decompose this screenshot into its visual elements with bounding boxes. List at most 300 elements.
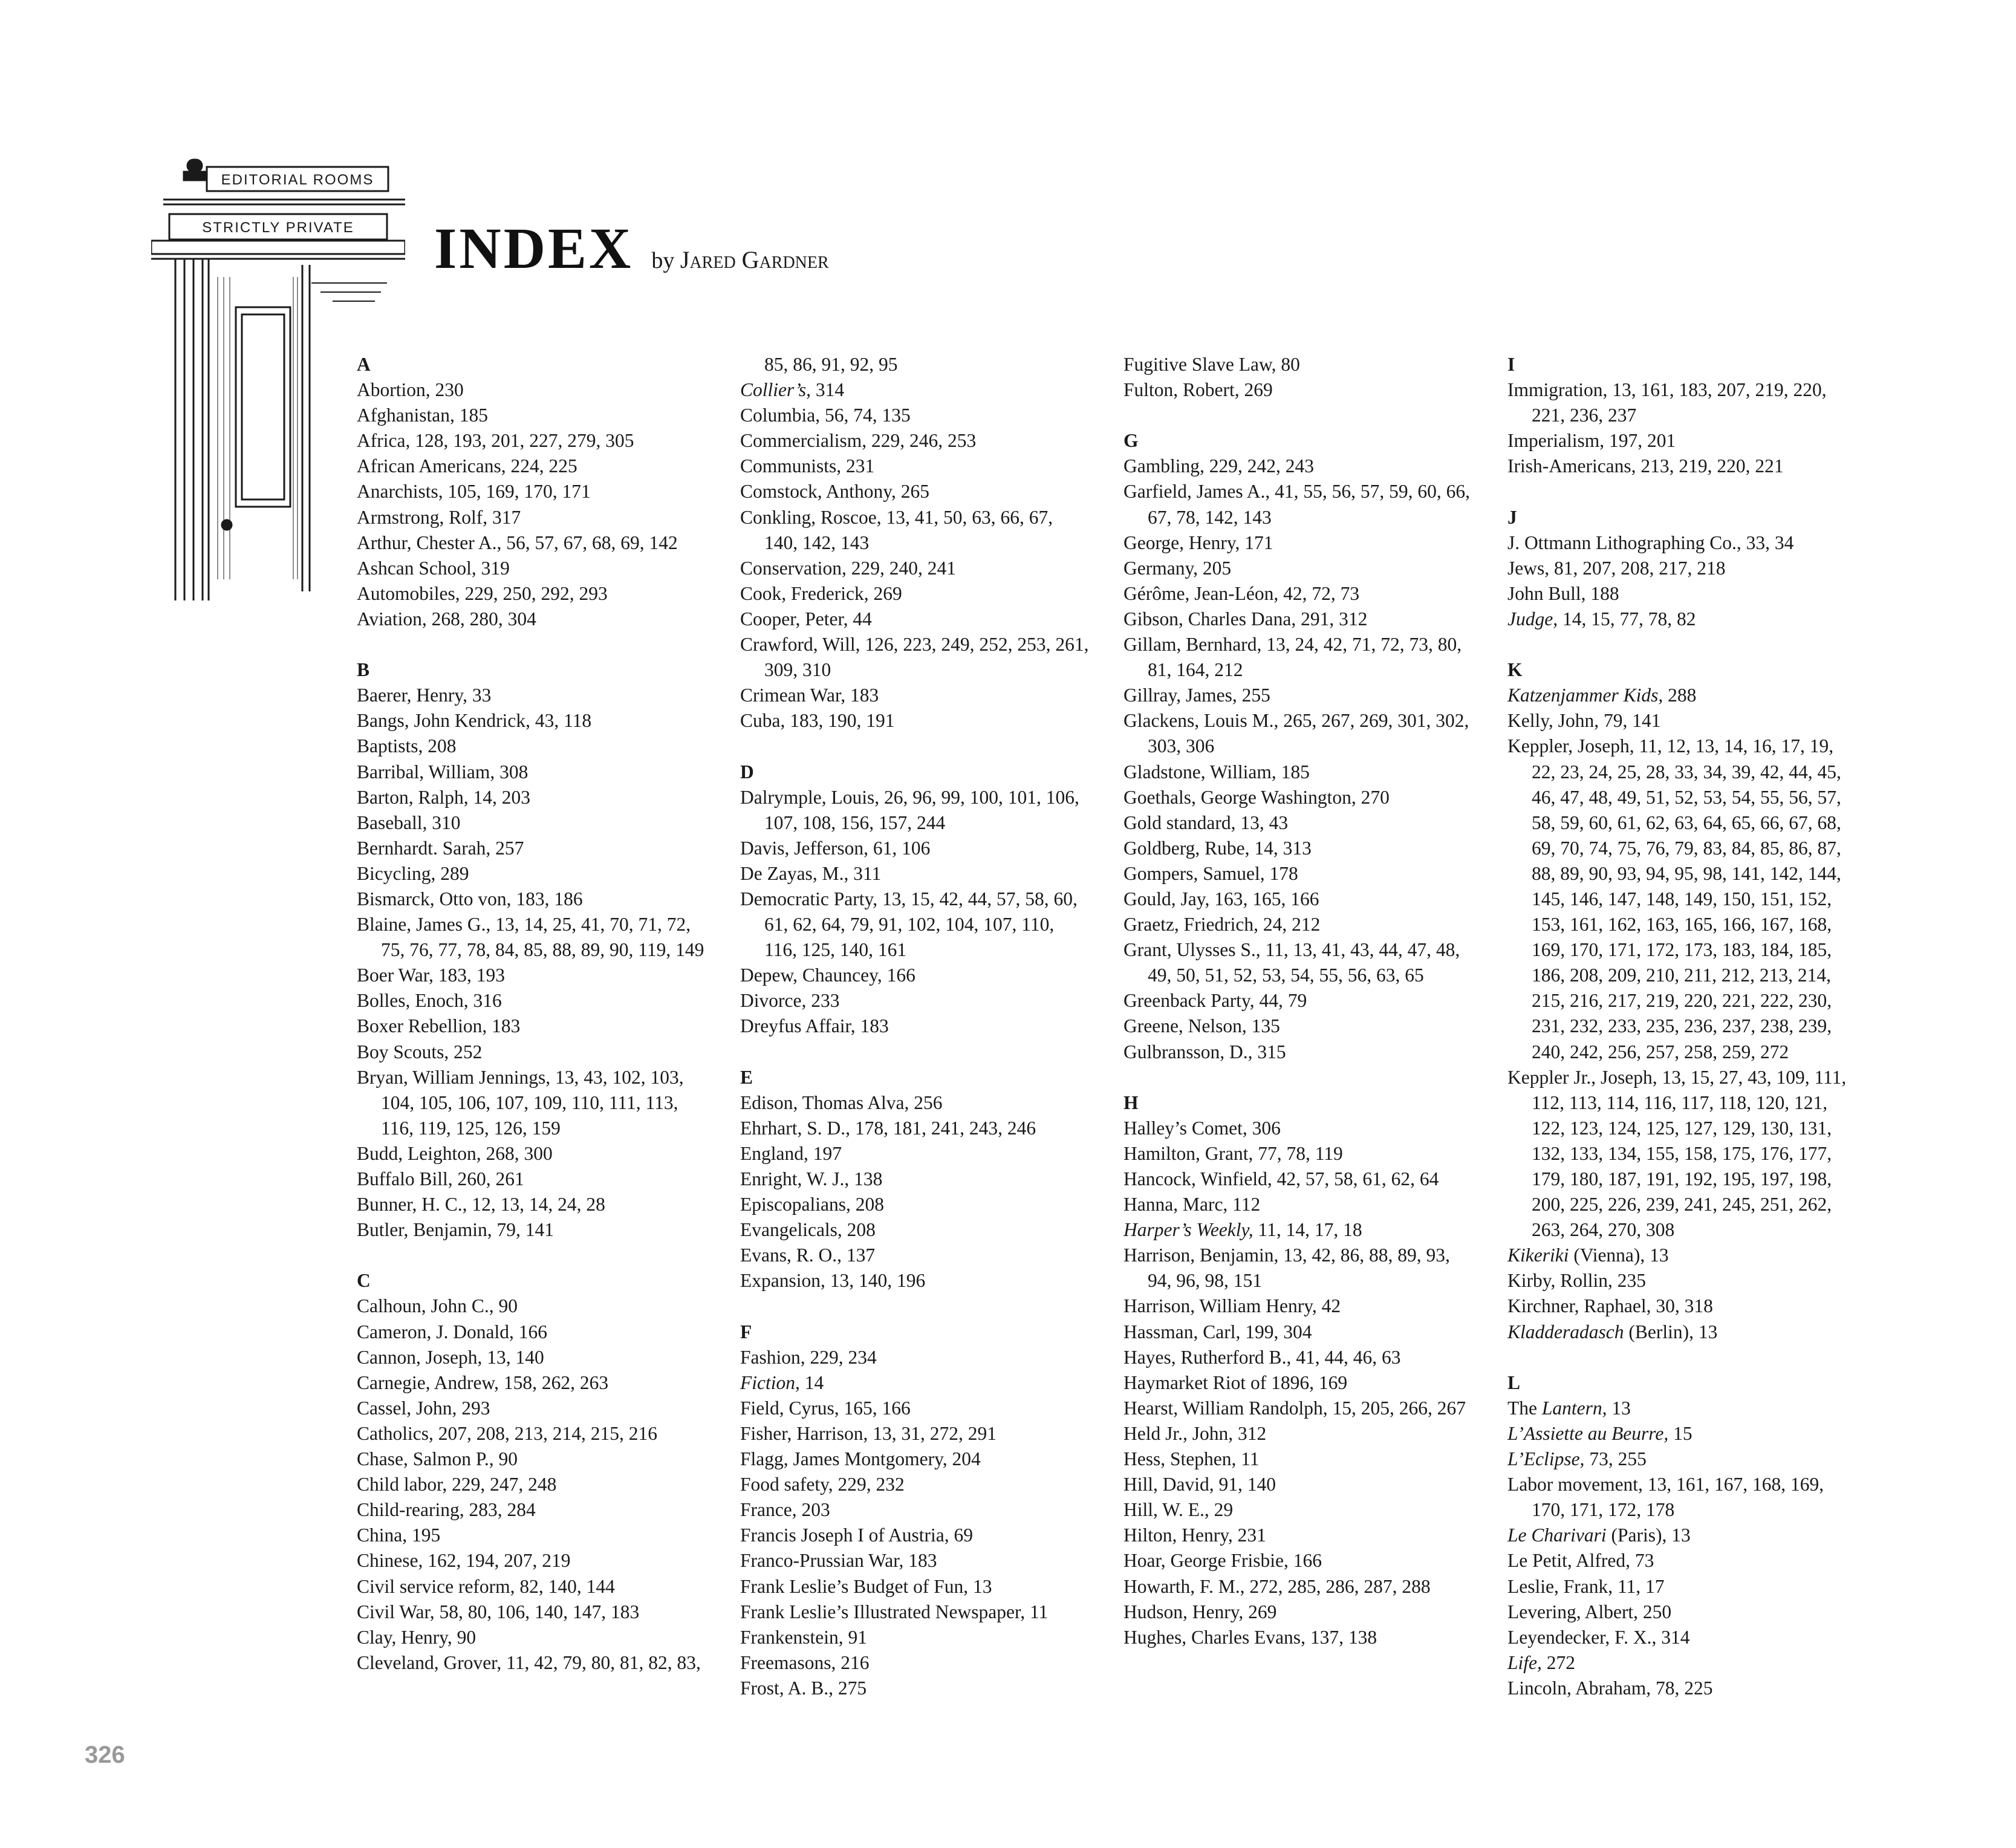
index-entry bbox=[1507, 1243, 1858, 1268]
index-entry bbox=[740, 1345, 1091, 1370]
entry-text: Bicycling, 289 bbox=[357, 862, 469, 884]
section-gap bbox=[1123, 1065, 1474, 1090]
index-entry bbox=[357, 377, 707, 403]
index-entry bbox=[357, 530, 707, 556]
entry-text: Levering, Albert, 250 bbox=[1507, 1601, 1672, 1622]
index-entry bbox=[740, 556, 1091, 581]
index-entry bbox=[1123, 530, 1474, 556]
entry-text: Gulbransson, D., 315 bbox=[1123, 1041, 1286, 1062]
entry-prefix: The bbox=[1507, 1397, 1542, 1419]
entry-text: Child labor, 229, 247, 248 bbox=[357, 1474, 557, 1495]
index-entry bbox=[1507, 1574, 1858, 1599]
index-entry bbox=[357, 581, 707, 607]
entry-text: Cuba, 183, 190, 191 bbox=[740, 710, 895, 732]
entry-text: Labor movement, 13, 161, 167, 168, 169, 170, 171, 172, 178 bbox=[1507, 1474, 1824, 1521]
entry-text: (Paris), 13 bbox=[1606, 1524, 1691, 1546]
entry-text: Freemasons, 216 bbox=[740, 1651, 870, 1673]
entry-text: 85, 86, 91, 92, 95 bbox=[764, 354, 898, 375]
entry-text: Automobiles, 229, 250, 292, 293 bbox=[357, 582, 608, 604]
entry-text: Chase, Salmon P., 90 bbox=[357, 1448, 518, 1470]
index-column-4 bbox=[1507, 352, 1858, 1701]
index-entry bbox=[357, 760, 707, 785]
entry-text: Harrison, Benjamin, 13, 42, 86, 88, 89, 93, 94, 96, 98, 151 bbox=[1123, 1244, 1450, 1292]
index-entry bbox=[740, 1421, 1091, 1446]
index-entry bbox=[1123, 1574, 1474, 1599]
entry-text: Catholics, 207, 208, 213, 214, 215, 216 bbox=[357, 1422, 657, 1444]
entry-text: J. Ottmann Lithographing Co., 33, 34 bbox=[1507, 532, 1794, 553]
section-letter: G bbox=[1123, 430, 1139, 452]
index-entry bbox=[740, 632, 1091, 683]
index-entry bbox=[357, 1345, 707, 1370]
page-title bbox=[434, 215, 829, 282]
entry-text: Glackens, Louis M., 265, 267, 269, 301, 302, 303, 306 bbox=[1123, 710, 1469, 757]
entry-title: L’Eclipse, bbox=[1507, 1448, 1585, 1470]
index-entry bbox=[740, 428, 1091, 454]
section-gap bbox=[1507, 1345, 1858, 1370]
sign-editorial-rooms: EDITORIAL ROOMS bbox=[221, 172, 374, 188]
index-entry bbox=[740, 1370, 1091, 1396]
section-gap bbox=[740, 734, 1091, 759]
index-entry bbox=[1123, 1192, 1474, 1217]
index-entry bbox=[1123, 1421, 1474, 1446]
entry-text: Democratic Party, 13, 15, 42, 44, 57, 58, 60, 61, 62, 64, 79, 91, 102, 104, 107, 110, 116, 125, 140, 161 bbox=[740, 888, 1078, 961]
index-entry bbox=[357, 1599, 707, 1625]
entry-text: Keppler Jr., Joseph, 13, 15, 27, 43, 109, 111, 112, 113, 114, 116, 117, 118, 120, 121, 122, 123, 124, 125, 127, 129, 130, 131, 132, 133, 134, 155, 158, 175, 176, 177, 179, 180, 187, 191, 192, 195, 197, 198, 200, 225, 226, 239, 241, 245, 251, 262, 263, 264, 270, 308 bbox=[1507, 1066, 1847, 1241]
entry-text: Anarchists, 105, 169, 170, 171 bbox=[357, 481, 591, 503]
section-letter: C bbox=[357, 1270, 371, 1292]
entry-text: Bryan, William Jennings, 13, 43, 102, 103, 104, 105, 106, 107, 109, 110, 111, 113, 116, 119, 125, 126, 159 bbox=[357, 1066, 684, 1139]
entry-text: Bernhardt. Sarah, 257 bbox=[357, 837, 524, 859]
section-letter: H bbox=[1123, 1092, 1139, 1113]
entry-text: Hill, W. E., 29 bbox=[1123, 1499, 1234, 1521]
entry-text: Gillam, Bernhard, 13, 24, 42, 71, 72, 73, 80, 81, 164, 212 bbox=[1123, 634, 1462, 681]
index-entry bbox=[1123, 1293, 1474, 1319]
index-entry bbox=[740, 1446, 1091, 1472]
entry-text: Bismarck, Otto von, 183, 186 bbox=[357, 888, 583, 909]
index-entry bbox=[740, 1523, 1091, 1548]
section-gap bbox=[1123, 403, 1474, 428]
entry-text: Howarth, F. M., 272, 285, 286, 287, 288 bbox=[1123, 1575, 1431, 1597]
entry-text: De Zayas, M., 311 bbox=[740, 862, 882, 884]
entry-text: Hayes, Rutherford B., 41, 44, 46, 63 bbox=[1123, 1346, 1401, 1368]
entry-text: Fugitive Slave Law, 80 bbox=[1123, 354, 1300, 375]
index-entry bbox=[740, 988, 1091, 1013]
entry-text: Garfield, James A., 41, 55, 56, 57, 59, 60, 66, 67, 78, 142, 143 bbox=[1123, 481, 1471, 528]
index-entry bbox=[357, 607, 707, 632]
index-entry bbox=[357, 505, 707, 530]
section-letter: I bbox=[1507, 354, 1515, 375]
index-entry bbox=[357, 708, 707, 734]
index-entry bbox=[1507, 428, 1858, 454]
index-entry bbox=[740, 836, 1091, 861]
entry-text: Budd, Leighton, 268, 300 bbox=[357, 1142, 553, 1164]
index-entry bbox=[1123, 810, 1474, 836]
section-letter: A bbox=[357, 354, 371, 375]
entry-text: Cook, Frederick, 269 bbox=[740, 582, 902, 604]
entry-text: Cooper, Peter, 44 bbox=[740, 608, 872, 630]
entry-text: Child-rearing, 283, 284 bbox=[357, 1499, 536, 1521]
entry-text: Hudson, Henry, 269 bbox=[1123, 1601, 1277, 1622]
index-entry bbox=[1123, 1523, 1474, 1548]
index-entry bbox=[1123, 556, 1474, 581]
index-entry bbox=[357, 1421, 707, 1446]
index-entry bbox=[1123, 1345, 1474, 1370]
entry-text: China, 195 bbox=[357, 1524, 441, 1546]
entry-text: Fulton, Robert, 269 bbox=[1123, 379, 1273, 401]
entry-text: Chinese, 162, 194, 207, 219 bbox=[357, 1550, 571, 1572]
entry-text: Dalrymple, Louis, 26, 96, 99, 100, 101, 106, 107, 108, 156, 157, 244 bbox=[740, 786, 1079, 833]
entry-text: Gambling, 229, 242, 243 bbox=[1123, 455, 1314, 477]
index-entry bbox=[357, 785, 707, 810]
index-entry bbox=[357, 734, 707, 759]
entry-text: Grant, Ulysses S., 11, 13, 41, 43, 44, 47, 48, 49, 50, 51, 52, 53, 54, 55, 56, 63, 65 bbox=[1123, 939, 1460, 986]
index-entry bbox=[357, 1370, 707, 1396]
index-entry bbox=[357, 1141, 707, 1166]
entry-title: Harper’s Weekly, bbox=[1123, 1219, 1253, 1241]
entry-text: Keppler, Joseph, 11, 12, 13, 14, 16, 17, 19, 22, 23, 24, 25, 28, 33, 34, 39, 42, 44, 45, 46, 47, 48, 49, 51, 52, 53, 54, 55, 56, 57, 58, 59, 60, 61, 62, 63, 64, 65, 66, 67, 68, 69, 70, 74, 75, 76, 79, 83, 84, 85, 86, 87, 88, 89, 90, 93, 94, 95, 98, 141, 142, 144, 145, 146, 147, 148, 149, 150, 151, 152, 153, 161, 162, 163, 165, 166, 167, 168, 169, 170, 171, 172, 173, 183, 184, 185, 186, 208, 209, 210, 211, 212, 213, 214, 215, 216, 217, 219, 220, 221, 222, 230, 231, 232, 233, 235, 236, 237, 238, 239, 240, 242, 256, 257, 258, 259, 272 bbox=[1507, 735, 1841, 1062]
entry-text: Gibson, Charles Dana, 291, 312 bbox=[1123, 608, 1368, 630]
index-entry bbox=[1507, 708, 1858, 734]
entry-text: Communists, 231 bbox=[740, 455, 875, 477]
index-entry bbox=[1123, 1013, 1474, 1039]
index-entry bbox=[1123, 1319, 1474, 1345]
entry-text: Frank Leslie’s Illustrated Newspaper, 11 bbox=[740, 1601, 1049, 1622]
entry-text: Jews, 81, 207, 208, 217, 218 bbox=[1507, 557, 1726, 579]
entry-text: Greene, Nelson, 135 bbox=[1123, 1015, 1280, 1037]
entry-title: Fiction, bbox=[740, 1371, 800, 1393]
index-entry bbox=[1507, 1319, 1858, 1345]
entry-text: 73, 255 bbox=[1584, 1448, 1647, 1470]
entry-text: African Americans, 224, 225 bbox=[357, 455, 577, 477]
entry-text: Armstrong, Rolf, 317 bbox=[357, 506, 521, 528]
entry-text: Fashion, 229, 234 bbox=[740, 1346, 877, 1368]
entry-text: Civil War, 58, 80, 106, 140, 147, 183 bbox=[357, 1601, 640, 1622]
index-column-1 bbox=[357, 352, 707, 1676]
index-entry bbox=[357, 479, 707, 504]
index-entry bbox=[740, 1497, 1091, 1523]
index-entry bbox=[357, 836, 707, 861]
section-gap bbox=[1507, 632, 1858, 657]
entry-text: Imperialism, 197, 201 bbox=[1507, 430, 1676, 452]
entry-text: George, Henry, 171 bbox=[1123, 532, 1273, 553]
entry-text: 288 bbox=[1663, 685, 1697, 706]
index-entry bbox=[1123, 683, 1474, 708]
author-name: Jared Gardner bbox=[680, 246, 829, 273]
entry-text: Edison, Thomas Alva, 256 bbox=[740, 1092, 943, 1113]
entry-text: Bangs, John Kendrick, 43, 118 bbox=[357, 710, 592, 732]
index-entry bbox=[740, 1472, 1091, 1497]
index-entry bbox=[357, 403, 707, 428]
index-entry bbox=[1507, 734, 1858, 1064]
entry-text: Carnegie, Andrew, 158, 262, 263 bbox=[357, 1371, 609, 1393]
index-entry bbox=[357, 1217, 707, 1243]
index-entry bbox=[1123, 988, 1474, 1013]
entry-text: Clay, Henry, 90 bbox=[357, 1626, 476, 1648]
entry-text: Columbia, 56, 74, 135 bbox=[740, 405, 911, 426]
index-entry bbox=[1507, 683, 1858, 708]
entry-text: Evangelicals, 208 bbox=[740, 1219, 876, 1241]
entry-text: Germany, 205 bbox=[1123, 557, 1232, 579]
index-entry bbox=[1123, 937, 1474, 988]
entry-title: L’Assiette au Beurre, bbox=[1507, 1422, 1669, 1444]
index-entry bbox=[357, 963, 707, 988]
entry-text: Comstock, Anthony, 265 bbox=[740, 481, 929, 503]
section-letter: E bbox=[740, 1066, 753, 1088]
index-entry bbox=[357, 1293, 707, 1319]
entry-text: Aviation, 268, 280, 304 bbox=[357, 608, 536, 630]
entry-text: Commercialism, 229, 246, 253 bbox=[740, 430, 977, 452]
section-gap bbox=[357, 1243, 707, 1268]
entry-text: Cleveland, Grover, 11, 42, 79, 80, 81, 82, 83, bbox=[357, 1651, 701, 1673]
entry-text: Field, Cyrus, 165, 166 bbox=[740, 1397, 911, 1419]
index-entry bbox=[1123, 377, 1474, 403]
entry-text: Flagg, James Montgomery, 204 bbox=[740, 1448, 981, 1470]
index-entry bbox=[740, 785, 1091, 836]
entry-title: Collier’s, bbox=[740, 379, 811, 401]
index-heading: INDEX bbox=[434, 216, 634, 281]
entry-text: Fisher, Harrison, 13, 31, 272, 291 bbox=[740, 1422, 997, 1444]
entry-text: Baptists, 208 bbox=[357, 735, 457, 757]
index-entry bbox=[1507, 377, 1858, 428]
entry-title: Kikeriki bbox=[1507, 1244, 1569, 1266]
index-entry bbox=[357, 683, 707, 708]
index-entry bbox=[740, 1192, 1091, 1217]
index-entry bbox=[1123, 1396, 1474, 1421]
index-entry bbox=[357, 912, 707, 963]
entry-text: Cameron, J. Donald, 166 bbox=[357, 1321, 547, 1342]
index-entry bbox=[1123, 912, 1474, 937]
index-entry bbox=[1507, 1625, 1858, 1650]
index-entry bbox=[357, 988, 707, 1013]
section-letter: F bbox=[740, 1321, 752, 1342]
index-entry bbox=[357, 428, 707, 454]
index-entry bbox=[740, 1116, 1091, 1141]
entry-text: Hughes, Charles Evans, 137, 138 bbox=[1123, 1626, 1377, 1648]
entry-text: Boy Scouts, 252 bbox=[357, 1041, 483, 1062]
entry-text: Ashcan School, 319 bbox=[357, 557, 510, 579]
entry-text: Frank Leslie’s Budget of Fun, 13 bbox=[740, 1575, 992, 1597]
index-entry bbox=[1123, 479, 1474, 530]
index-entry bbox=[1123, 708, 1474, 759]
index-entry bbox=[740, 1599, 1091, 1625]
index-entry bbox=[1507, 1396, 1858, 1421]
entry-text: Crimean War, 183 bbox=[740, 685, 879, 706]
index-entry bbox=[1123, 1116, 1474, 1141]
section-gap bbox=[740, 1293, 1091, 1319]
index-entry bbox=[740, 377, 1091, 403]
index-entry bbox=[1507, 1446, 1858, 1472]
entry-text: Frankenstein, 91 bbox=[740, 1626, 867, 1648]
index-entry bbox=[1123, 861, 1474, 887]
entry-text: Leyendecker, F. X., 314 bbox=[1507, 1626, 1690, 1648]
index-entry bbox=[357, 887, 707, 912]
entry-text: Haymarket Riot of 1896, 169 bbox=[1123, 1371, 1348, 1393]
section-letter: K bbox=[1507, 659, 1523, 681]
entry-text: Gladstone, William, 185 bbox=[1123, 761, 1310, 782]
index-entry bbox=[357, 1396, 707, 1421]
index-entry bbox=[1123, 1548, 1474, 1573]
index-entry bbox=[357, 1625, 707, 1650]
section-letter: L bbox=[1507, 1371, 1521, 1393]
index-entry bbox=[1507, 556, 1858, 581]
entry-text: Hilton, Henry, 231 bbox=[1123, 1524, 1266, 1546]
entry-text: Afghanistan, 185 bbox=[357, 405, 488, 426]
index-entry bbox=[1123, 1472, 1474, 1497]
index-entry bbox=[740, 1676, 1091, 1701]
entry-text: (Berlin), 13 bbox=[1624, 1321, 1718, 1342]
entry-text: Cassel, John, 293 bbox=[357, 1397, 490, 1419]
entry-text: Hancock, Winfield, 42, 57, 58, 61, 62, 64 bbox=[1123, 1168, 1439, 1189]
section-gap bbox=[740, 1040, 1091, 1065]
index-entry bbox=[357, 1065, 707, 1141]
index-entry bbox=[357, 1472, 707, 1497]
index-column-3 bbox=[1123, 352, 1474, 1650]
index-entry bbox=[1507, 1650, 1858, 1676]
index-entry bbox=[1123, 1370, 1474, 1396]
index-column-2 bbox=[740, 352, 1091, 1701]
entry-text: Gold standard, 13, 43 bbox=[1123, 812, 1289, 833]
index-entry bbox=[357, 1650, 707, 1676]
index-entry bbox=[1123, 1141, 1474, 1166]
index-entry bbox=[1507, 454, 1858, 479]
index-entry bbox=[357, 861, 707, 887]
entry-text: Divorce, 233 bbox=[740, 990, 840, 1012]
entry-text: France, 203 bbox=[740, 1499, 830, 1521]
entry-text: Civil service reform, 82, 140, 144 bbox=[357, 1575, 615, 1597]
index-entry bbox=[740, 1574, 1091, 1599]
entry-text: Buffalo Bill, 260, 261 bbox=[357, 1168, 524, 1189]
index-entry bbox=[357, 810, 707, 836]
entry-text: Halley’s Comet, 306 bbox=[1123, 1117, 1281, 1139]
index-entry bbox=[1123, 1599, 1474, 1625]
entry-text: Lincoln, Abraham, 78, 225 bbox=[1507, 1677, 1713, 1699]
index-entry bbox=[1123, 887, 1474, 912]
index-entry bbox=[357, 1497, 707, 1523]
entry-text: 15 bbox=[1668, 1422, 1692, 1444]
entry-text: Ehrhart, S. D., 178, 181, 241, 243, 246 bbox=[740, 1117, 1036, 1139]
index-entry bbox=[1507, 1268, 1858, 1293]
index-entry bbox=[740, 1625, 1091, 1650]
entry-text: Hoar, George Frisbie, 166 bbox=[1123, 1550, 1322, 1572]
entry-text: Irish-Americans, 213, 219, 220, 221 bbox=[1507, 455, 1784, 477]
byline-by: by bbox=[651, 248, 675, 273]
entry-text: Frost, A. B., 275 bbox=[740, 1677, 867, 1699]
section-letter: D bbox=[740, 761, 754, 782]
entry-text: 14, 15, 77, 78, 82 bbox=[1558, 608, 1696, 630]
entry-title: Lantern, bbox=[1541, 1397, 1607, 1419]
entry-text: Franco-Prussian War, 183 bbox=[740, 1550, 937, 1572]
entry-text: Boer War, 183, 193 bbox=[357, 965, 505, 986]
entry-text: Immigration, 13, 161, 183, 207, 219, 220, 221, 236, 237 bbox=[1507, 379, 1827, 426]
entry-text: Bunner, H. C., 12, 13, 14, 24, 28 bbox=[357, 1194, 605, 1215]
index-entry bbox=[1123, 1217, 1474, 1243]
index-entry bbox=[1123, 1243, 1474, 1293]
index-entry bbox=[1507, 1421, 1858, 1446]
index-entry bbox=[740, 1243, 1091, 1268]
entry-text: Hanna, Marc, 112 bbox=[1123, 1194, 1261, 1215]
index-entry bbox=[1123, 836, 1474, 861]
index-entry bbox=[740, 963, 1091, 988]
entry-text: Gompers, Samuel, 178 bbox=[1123, 862, 1298, 884]
entry-text: 314 bbox=[811, 379, 845, 401]
index-entry bbox=[357, 556, 707, 581]
index-entry bbox=[740, 479, 1091, 504]
entry-text: Arthur, Chester A., 56, 57, 67, 68, 69, 142 bbox=[357, 532, 678, 553]
index-entry bbox=[1507, 607, 1858, 632]
page-number: 326 bbox=[85, 1742, 125, 1768]
index-entry bbox=[357, 1548, 707, 1573]
entry-title: Life, bbox=[1507, 1651, 1542, 1673]
entry-title: Judge, bbox=[1507, 608, 1558, 630]
index-entry bbox=[357, 1013, 707, 1039]
section-gap bbox=[357, 632, 707, 657]
index-entry bbox=[1123, 785, 1474, 810]
index-entry bbox=[1507, 530, 1858, 556]
index-entry bbox=[1507, 581, 1858, 607]
index-entry bbox=[740, 454, 1091, 479]
index-entry bbox=[357, 454, 707, 479]
entry-text: Boxer Rebellion, 183 bbox=[357, 1015, 521, 1037]
index-entry bbox=[1123, 454, 1474, 479]
index-entry bbox=[1507, 1472, 1858, 1523]
entry-text: Greenback Party, 44, 79 bbox=[1123, 990, 1307, 1012]
entry-text: Conservation, 229, 240, 241 bbox=[740, 557, 956, 579]
entry-text: 272 bbox=[1541, 1651, 1576, 1673]
index-entry bbox=[1123, 760, 1474, 785]
entry-text: Bolles, Enoch, 316 bbox=[357, 990, 502, 1012]
index-entry bbox=[1123, 581, 1474, 607]
entry-text: Gillray, James, 255 bbox=[1123, 685, 1270, 706]
index-entry bbox=[740, 683, 1091, 708]
index-entry bbox=[1123, 1625, 1474, 1650]
entry-text: 13 bbox=[1607, 1397, 1631, 1419]
entry-title: Kladderadasch bbox=[1507, 1321, 1624, 1342]
index-entry bbox=[1123, 1040, 1474, 1065]
entry-text: Gérôme, Jean-Léon, 42, 72, 73 bbox=[1123, 582, 1360, 604]
index-entry bbox=[1507, 1065, 1858, 1243]
index-entry bbox=[1507, 1548, 1858, 1573]
entry-text: Davis, Jefferson, 61, 106 bbox=[740, 837, 931, 859]
index-entry bbox=[740, 607, 1091, 632]
index-entry bbox=[740, 403, 1091, 428]
index-entry bbox=[740, 1090, 1091, 1116]
index-entry bbox=[740, 887, 1091, 963]
index-entry bbox=[1507, 1599, 1858, 1625]
entry-text: Baseball, 310 bbox=[357, 812, 461, 833]
entry-text: Gould, Jay, 163, 165, 166 bbox=[1123, 888, 1319, 909]
entry-text: Graetz, Friedrich, 24, 212 bbox=[1123, 914, 1321, 935]
index-entry bbox=[740, 1217, 1091, 1243]
entry-text: Butler, Benjamin, 79, 141 bbox=[357, 1219, 554, 1241]
entry-text: Evans, R. O., 137 bbox=[740, 1244, 876, 1266]
entry-text: Conkling, Roscoe, 13, 41, 50, 63, 66, 67, 140, 142, 143 bbox=[740, 506, 1053, 553]
index-entry bbox=[357, 1166, 707, 1192]
entry-text: Food safety, 229, 232 bbox=[740, 1474, 905, 1495]
entry-text: Dreyfus Affair, 183 bbox=[740, 1015, 889, 1037]
entry-text: Africa, 128, 193, 201, 227, 279, 305 bbox=[357, 430, 634, 452]
entry-text: England, 197 bbox=[740, 1142, 842, 1164]
entry-title: Katzenjammer Kids, bbox=[1507, 685, 1663, 706]
index-entry bbox=[740, 1650, 1091, 1676]
entry-text: Cannon, Joseph, 13, 140 bbox=[357, 1346, 544, 1368]
entry-text: Hassman, Carl, 199, 304 bbox=[1123, 1321, 1312, 1342]
index-entry bbox=[740, 1166, 1091, 1192]
entry-text: Kelly, John, 79, 141 bbox=[1507, 710, 1661, 732]
index-entry bbox=[1123, 607, 1474, 632]
entry-text: Goethals, George Washington, 270 bbox=[1123, 786, 1390, 808]
entry-text: (Vienna), 13 bbox=[1569, 1244, 1669, 1266]
entry-text: Depew, Chauncey, 166 bbox=[740, 965, 915, 986]
